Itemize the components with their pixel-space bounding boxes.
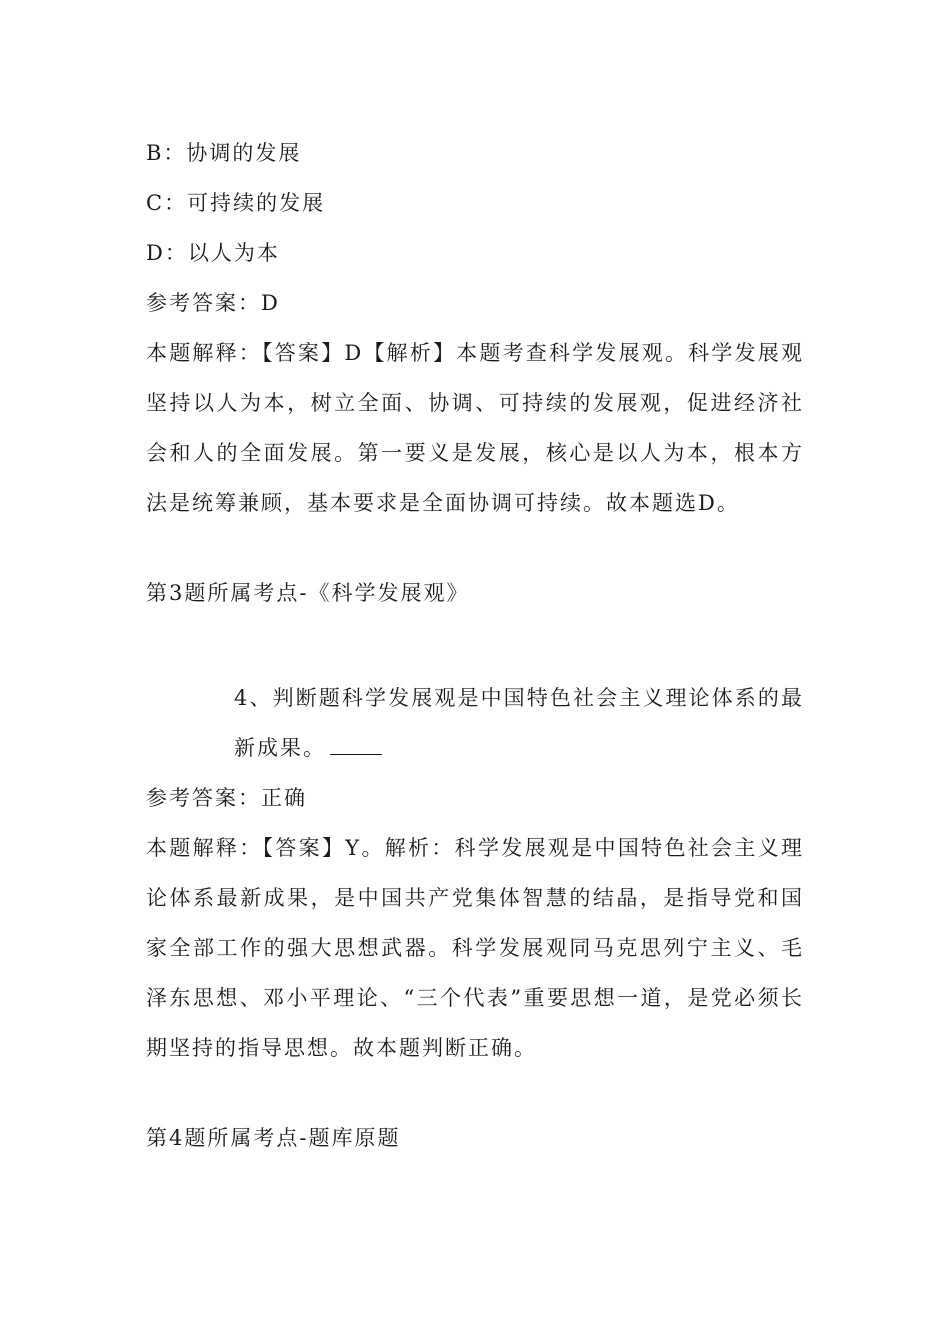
spacer: [146, 618, 804, 673]
answer-blank: [330, 738, 382, 755]
q4-answer: 参考答案：正确: [146, 786, 307, 810]
q3-option-d: D：以人为本: [146, 241, 280, 265]
q3-option-c: C：可持续的发展: [146, 191, 326, 215]
document-page: [146, 128, 804, 1163]
q3-answer: 参考答案：D: [146, 291, 280, 315]
q4-topic: 第4题所属考点-题库原题: [146, 1126, 401, 1150]
q4-question-text: 4、判断题科学发展观是中国特色社会主义理论体系的最新成果。: [234, 686, 804, 760]
q4-explanation: 本题解释：【答案】Y。解析：科学发展观是中国特色社会主义理论体系最新成果，是中国共产党集体智慧的结晶，是指导党和国家全部工作的强大思想武器。科学发展观同马克思列宁主义、毛泽东思想、邓小平理论、“三个代表”重要思想一道，是党必须长期坚持的指导思想。故本题判断正确。: [146, 836, 804, 1060]
q4-question: [146, 673, 804, 773]
q3-option-b: B：协调的发展: [146, 141, 302, 165]
spacer: [146, 528, 804, 568]
q3-topic: 第3题所属考点-《科学发展观》: [146, 581, 470, 605]
spacer: [146, 1073, 804, 1113]
q3-explanation: 本题解释：【答案】D【解析】本题考查科学发展观。科学发展观坚持以人为本，树立全面、协调、可持续的发展观，促进经济社会和人的全面发展。第一要义是发展，核心是以人为本，根本方法是统筹兼顾，基本要求是全面协调可持续。故本题选D。: [146, 341, 804, 515]
